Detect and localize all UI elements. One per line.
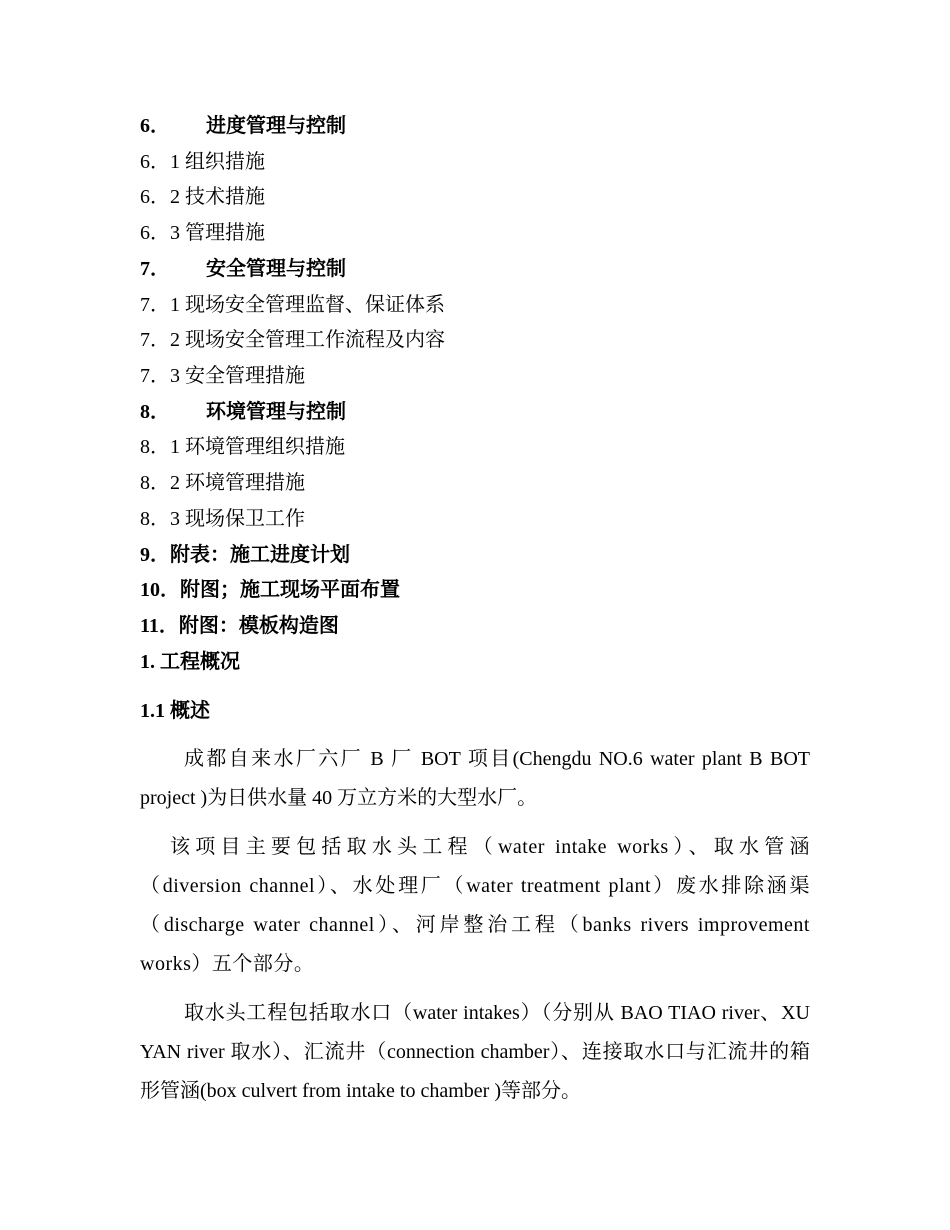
toc-text: 环境管理与控制: [206, 401, 346, 423]
toc-number: 6．: [140, 115, 170, 137]
toc-item-7-3: 7．3 安全管理措施: [140, 365, 305, 387]
toc-item-10: 10．附图；施工现场平面布置: [140, 579, 400, 601]
toc-item-6-1: 6．1 组织措施: [140, 151, 265, 173]
toc-item-7-2: 7．2 现场安全管理工作流程及内容: [140, 329, 445, 351]
toc-item-8-1: 8．1 环境管理组织措施: [140, 436, 345, 458]
toc-heading-7: [140, 254, 346, 284]
toc-heading-6: [140, 111, 346, 141]
toc-item-9: 9．附表：施工进度计划: [140, 544, 350, 566]
toc-item-6-3: 6．3 管理措施: [140, 222, 265, 244]
toc-item-6-2: 6．2 技术措施: [140, 186, 265, 208]
paragraph-3: 取水头工程包括取水口（water intakes）（分别从 BAO TIAO river、XU YAN river 取水）、汇流井（connection chamber）、连接取水口与汇流井的箱形管涵(box culvert from intake to chamber )等部分。: [140, 1002, 810, 1102]
paragraph-1: 成都自来水厂六厂 B 厂 BOT 项目(Chengdu NO.6 water plant B BOT project )为日供水量 40 万立方米的大型水厂。: [140, 748, 810, 809]
toc-item-7-1: 7．1 现场安全管理监督、保证体系: [140, 294, 445, 316]
toc-item-8-2: 8．2 环境管理措施: [140, 472, 305, 494]
toc-heading-8: [140, 397, 346, 427]
section-title: 1. 工程概况: [140, 651, 240, 673]
toc-number: 8．: [140, 401, 170, 423]
toc-text: 安全管理与控制: [206, 258, 346, 280]
toc-text: 进度管理与控制: [206, 115, 346, 137]
toc-item-11: 11．附图：模板构造图: [140, 615, 339, 637]
paragraph-2: 该项目主要包括取水头工程（water intake works）、取水管涵（diversion channel）、水处理厂（water treatment plant）废水排除涵渠（discharge water channel）、河岸整治工程（banks rivers improvement works）五个部分。: [140, 836, 810, 975]
toc-number: 7．: [140, 258, 170, 280]
subsection-title: 1.1 概述: [140, 700, 210, 722]
toc-item-8-3: 8．3 现场保卫工作: [140, 508, 305, 530]
